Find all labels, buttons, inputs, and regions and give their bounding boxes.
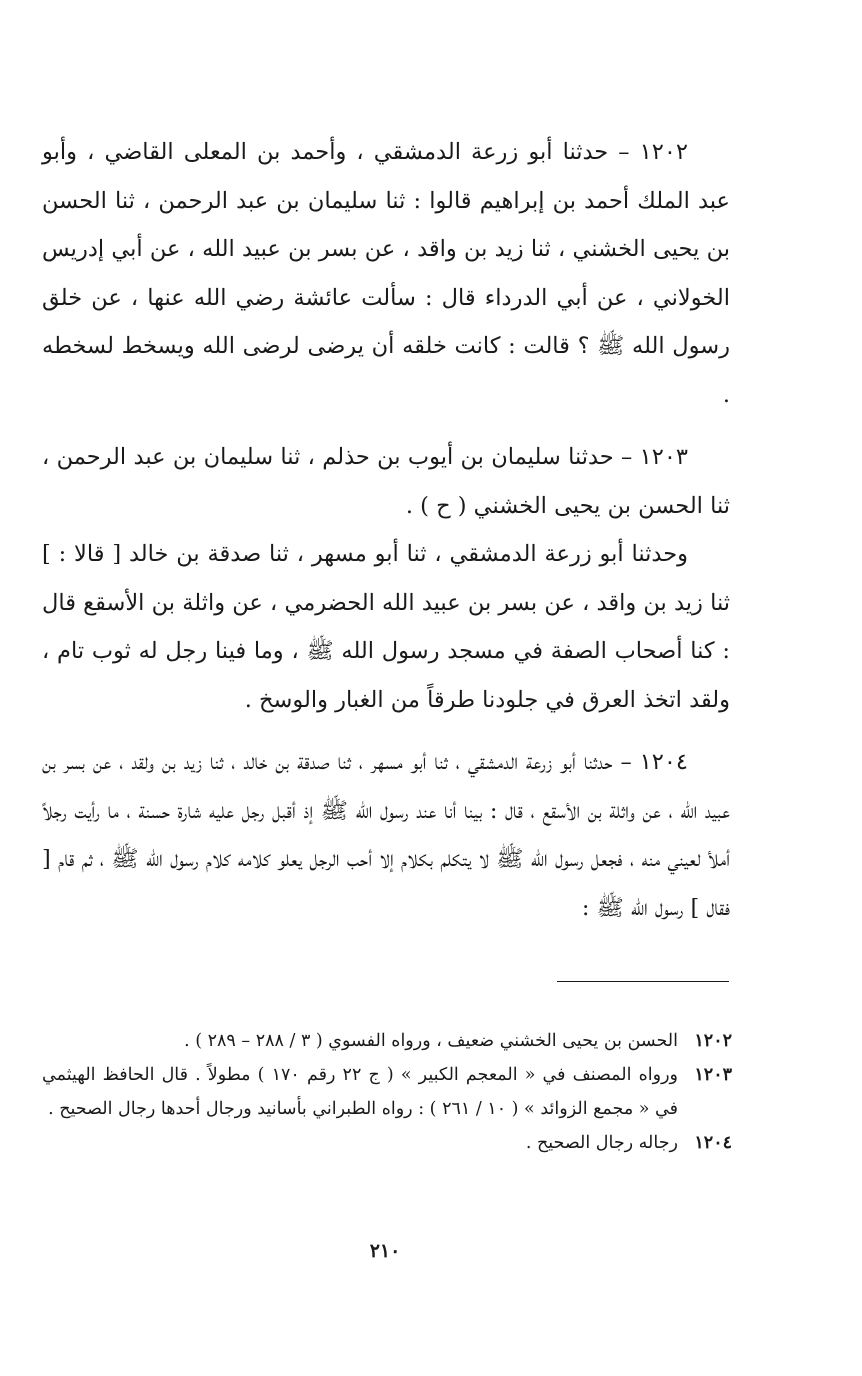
footnotes (42, 1024, 732, 1160)
footnote-number: ١٢٠٤ (694, 1133, 732, 1153)
hadith-1204-paragraph: ١٢٠٤ – حدثنا أبو زرعة الدمشقي ، ثنا أبو مسهر ، ثنا صدقة بن خالد ، ثنا زيد بن ولقد ، عن بسر بن عبيد الله ، عن واثلة بن الأسقع ، قال : بينا أنا عند رسول الله ﷺ إذ أقبل رجل عليه شارة حسنة ، ما رأيت رجلاً أملأ لعيني منه ، فجعل رسول الله ﷺ لا يتكلم بكلام إلا أحب الرجل يعلو كلامه كلام رسول الله ﷺ ، ثم قام [ فقال ] رسول الله ﷺ : (42, 749, 730, 921)
hadith-1202-paragraph: ١٢٠٢ – حدثنا أبو زرعة الدمشقي ، وأحمد بن المعلى القاضي ، وأبو عبد الملك أحمد بن إبراهيم قالوا : ثنا سليمان بن عبد الرحمن ، ثنا الحسن بن يحيى الخشني ، ثنا زيد بن واقد ، عن بسر بن عبيد الله ، عن أبي إدريس الخولاني ، عن أبي الدرداء قال : سألت عائشة رضي الله عنها ، عن خلق رسول الله ﷺ ؟ قالت : كانت خلقه أن يرضى لرضى الله ويسخط لسخطه . (42, 139, 730, 408)
page-number: ٢١٠ (369, 1240, 401, 1262)
hadith-1203-paragraph: ١٢٠٣ – حدثنا سليمان بن أيوب بن حذلم ، ثنا سليمان بن عبد الرحمن ، ثنا الحسن بن يحيى الخشني ( ح ) . (42, 444, 730, 519)
footnote-separator (557, 981, 729, 982)
main-text (42, 128, 730, 932)
footnote-number: ١٢٠٢ (694, 1031, 732, 1051)
footnote-1202 (42, 1024, 732, 1058)
footnote-text: ورواه المصنف في « المعجم الكبير » ( ج ٢٢ رقم ١٧٠ ) مطولاً . قال الحافظ الهيثمي في « مجمع الزوائد » ( ١٠ / ٢٦١ ) : رواه الطبراني بأسانيد ورجال أحدها رجال الصحيح . (42, 1065, 678, 1119)
footnote-text: الحسن بن يحيى الخشني ضعيف ، ورواه الفسوي ( ٣ / ٢٨٨ – ٢٨٩ ) . (184, 1031, 678, 1051)
footnote-number: ١٢٠٣ (694, 1065, 732, 1085)
footnote-1203 (42, 1058, 732, 1126)
footnote-1204 (42, 1126, 732, 1160)
hadith-1203-second-chain-paragraph: وحدثنا أبو زرعة الدمشقي ، ثنا أبو مسهر ، ثنا صدقة بن خالد [ قالا : ] ثنا زيد بن واقد ، عن بسر بن عبيد الله الحضرمي ، عن واثلة بن الأسقع قال : كنا أصحاب الصفة في مسجد رسول الله ﷺ ، وما فينا رجل له ثوب تام ، ولقد اتخذ العرق في جلودنا طرقاً من الغبار والوسخ . (42, 541, 730, 713)
footnote-text: رجاله رجال الصحيح . (525, 1133, 678, 1153)
